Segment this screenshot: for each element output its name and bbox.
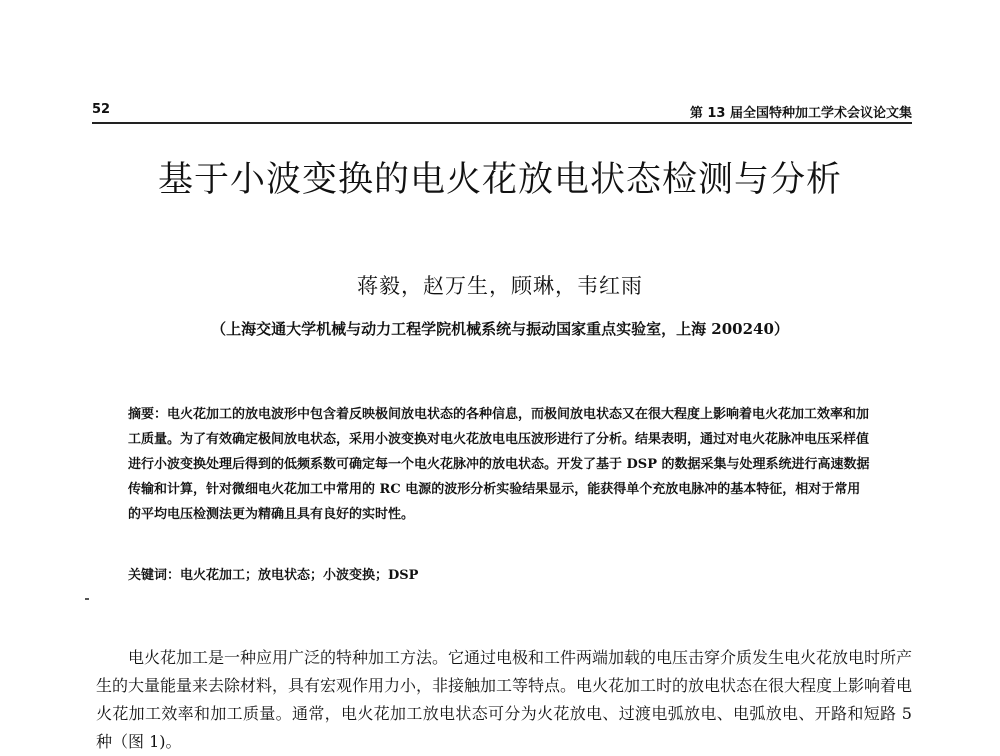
paper-authors: 蒋毅，赵万生，顾琳，韦红雨: [357, 274, 643, 298]
keywords-text: 电火花加工；放电状态；小波变换；DSP: [180, 568, 419, 583]
margin-mark: [85, 598, 89, 600]
proceedings-title: 第 13 届全国特种加工学术会议论文集: [689, 106, 912, 121]
abstract-label: 摘要：: [128, 407, 168, 422]
abstract-text: 电火花加工的放电波形中包含着反映极间放电状态的各种信息，而极间放电状态又在很大程度上影响着电火花加工效率和加工质量。为了有效确定极间放电状态，采用小波变换对电火花放电电压波形进行了分析。结果表明，通过对电火花脉冲电压采样值进行小波变换处理后得到的低频系数可确定每一个电火花脉冲的放电状态。开发了基于 DSP 的数据采集与处理系统进行高速数据传输和计算，针对微细电火花加工中常用的 RC 电源的波形分析实验结果显示，能获得单个充放电脉冲的基本特征，相对于常用的平均电压检测法更为精确且具有良好的实时性。: [128, 407, 870, 522]
page-number: 52: [92, 102, 111, 117]
body-paragraph: 电火花加工是一种应用广泛的特种加工方法。它通过电极和工件两端加载的电压击穿介质发生电火花放电时所产生的大量能量来去除材料，具有宏观作用力小，非接触加工等特点。电火花加工时的放电状态在很大程度上影响着电火花加工效率和加工质量。通常，电火花加工放电状态可分为火花放电、过渡电弧放电、电弧放电、开路和短路 5 种（图 1)。: [96, 648, 913, 751]
running-header: [92, 100, 912, 124]
keywords: [128, 564, 873, 583]
keywords-label: 关键词：: [128, 568, 181, 583]
abstract: [128, 402, 873, 527]
author-affiliation: （上海交通大学机械与动力工程学院机械系统与振动国家重点实验室，上海 200240）: [211, 320, 789, 338]
paper-title: 基于小波变换的电火花放电状态检测与分析: [157, 160, 842, 200]
